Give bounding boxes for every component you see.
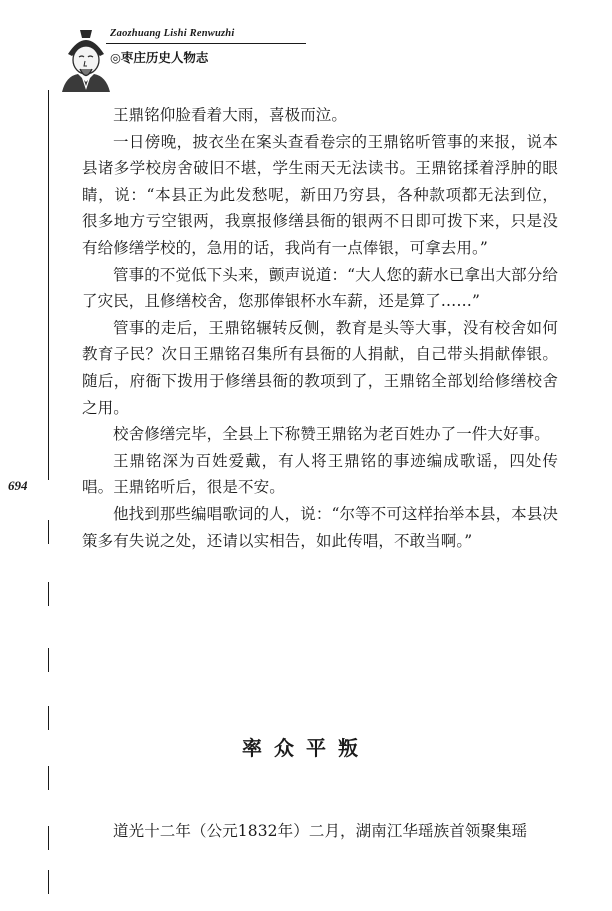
scholar-portrait-icon	[58, 24, 114, 92]
margin-tick-marks	[48, 520, 49, 900]
section-heading: 率众平叛	[242, 736, 370, 760]
paragraph: 一日傍晚，披衣坐在案头查看卷宗的王鼎铭听管事的来报，说本县诸多学校房舍破旧不堪，学生雨天无法读书。王鼎铭揉着浮肿的眼睛，说：“本县正为此发愁呢，新田乃穷县，各种款项都无法到位，很多地方亏空银两，我禀报修缮县衙的银两不日即可拨下来，只是没有给修缮学校的，急用的话，我尚有一点俸银，可拿去用。”	[82, 132, 558, 257]
page-number: 694	[8, 478, 28, 493]
margin-tick	[48, 706, 49, 730]
header-divider	[106, 43, 306, 44]
margin-tick	[48, 648, 49, 672]
series-title: Zaozhuang Lishi Renwuzhi	[110, 28, 235, 39]
margin-tick	[48, 766, 49, 790]
section-body	[82, 818, 558, 845]
margin-tick	[48, 582, 49, 606]
paragraph: 他找到那些编唱歌词的人，说：“尔等不可这样抬举本县，本县决策多有失说之处，还请以实相告，如此传唱，不敢当啊。”	[82, 504, 558, 550]
margin-tick	[48, 520, 49, 544]
paragraph: 校舍修缮完毕，全县上下称赞王鼎铭为老百姓办了一件大好事。	[113, 425, 550, 444]
paragraph: 管事的不觉低下头来，颤声说道：“大人您的薪水已拿出大部分给了灾民，且修缮校舍，您那俸银杯水车薪，还是算了……”	[82, 265, 558, 311]
paragraph: 道光十二年（公元1832年）二月，湖南江华瑶族首领聚集瑶	[113, 822, 528, 840]
paragraph: 管事的走后，王鼎铭辗转反侧，教育是头等大事，没有校舍如何教育子民？次日王鼎铭召集所有县衙的人捐献，自己带头捐献俸银。随后，府衙下拨用于修缮县衙的教项到了，王鼎铭全部划给修缮校舍之用。	[82, 318, 558, 417]
paragraph: 王鼎铭仰脸看着大雨，喜极而泣。	[113, 106, 348, 124]
series-title-chinese: ◎枣庄历史人物志	[110, 50, 209, 65]
margin-tick	[48, 870, 49, 894]
paragraph: 王鼎铭深为百姓爱戴，有人将王鼎铭的事迹编成歌谣，四处传唱。王鼎铭听后，很是不安。	[82, 451, 558, 497]
body-text	[82, 102, 558, 554]
margin-tick	[48, 826, 49, 850]
page-header	[58, 24, 298, 94]
margin-rule	[48, 90, 49, 480]
